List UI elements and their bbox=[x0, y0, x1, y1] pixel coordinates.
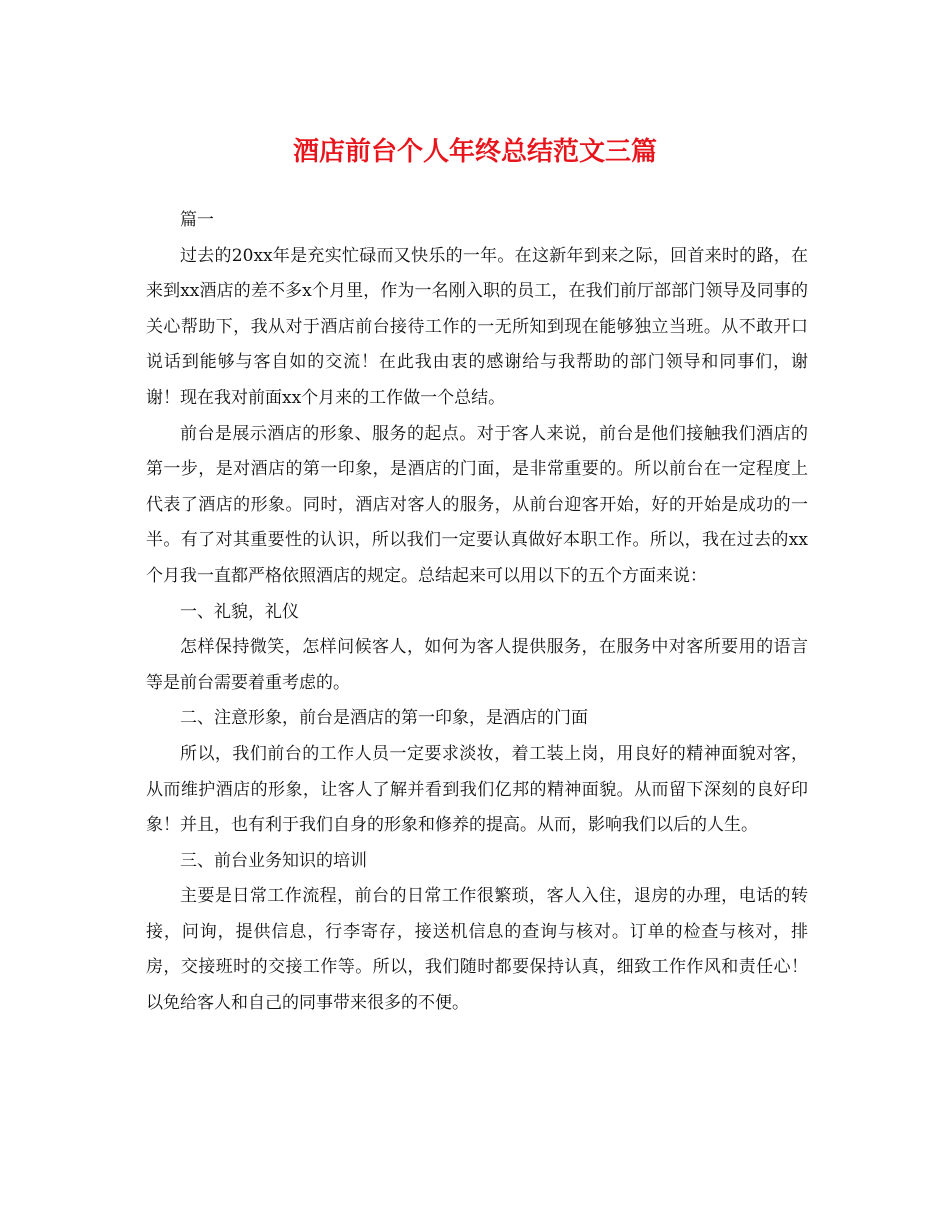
paragraph-front-desk-role: 前台是展示酒店的形象、服务的起点。对于客人来说，前台是他们接触我们酒店的第一步，是对酒店的第一印象，是酒店的门面，是非常重要的。所以前台在一定程度上代表了酒店的形象。同时，酒店对客人的服务，从前台迎客开始，好的开始是成功的一半。有了对其重要性的认识，所以我们一定要认真做好本职工作。所以，我在过去的xx个月我一直都严格依照酒店的规定。总结起来可以用以下的五个方面来说： bbox=[146, 423, 808, 586]
subheading-etiquette: 一、礼貌，礼仪 bbox=[180, 601, 299, 622]
paragraph-training: 主要是日常工作流程，前台的日常工作很繁琐，客人入住，退房的办理，电话的转接，问询，提供信息，行李寄存，接送机信息的查询与核对。订单的检查与核对，排房，交接班时的交接工作等。所以，我们随时都要保持认真，细致工作作风和责任心！以免给客人和自己的同事带来很多的不便。 bbox=[146, 886, 808, 1014]
subheading-training: 三、前台业务知识的培训 bbox=[180, 850, 367, 871]
paragraph-etiquette: 怎样保持微笑，怎样问候客人，如何为客人提供服务，在服务中对客所要用的语言等是前台需要着重考虑的。 bbox=[146, 637, 808, 693]
document-body bbox=[146, 203, 808, 1022]
paragraph-intro: 过去的20xx年是充实忙碌而又快乐的一年。在这新年到来之际，回首来时的路，在来到xx酒店的差不多x个月里，作为一名刚入职的员工，在我们前厅部部门领导及同事的关心帮助下，我从对于酒店前台接待工作的一无所知到现在能够独立当班。从不敢开口说话到能够与客自如的交流！在此我由衷的感谢给与我帮助的部门领导和同事们，谢谢！现在我对前面xx个月来的工作做一个总结。 bbox=[146, 245, 808, 408]
paragraph-image: 所以，我们前台的工作人员一定要求淡妆，着工装上岗，用良好的精神面貌对客，从而维护酒店的形象，让客人了解并看到我们亿邦的精神面貌。从而留下深刻的良好印象！并且，也有利于我们自身的形象和修养的提高。从而，影响我们以后的人生。 bbox=[146, 743, 808, 836]
document-title: 酒店前台个人年终总结范文三篇 bbox=[292, 137, 657, 167]
subheading-image: 二、注意形象，前台是酒店的第一印象，是酒店的门面 bbox=[180, 708, 588, 729]
section-heading-part-one: 篇一 bbox=[180, 210, 214, 230]
